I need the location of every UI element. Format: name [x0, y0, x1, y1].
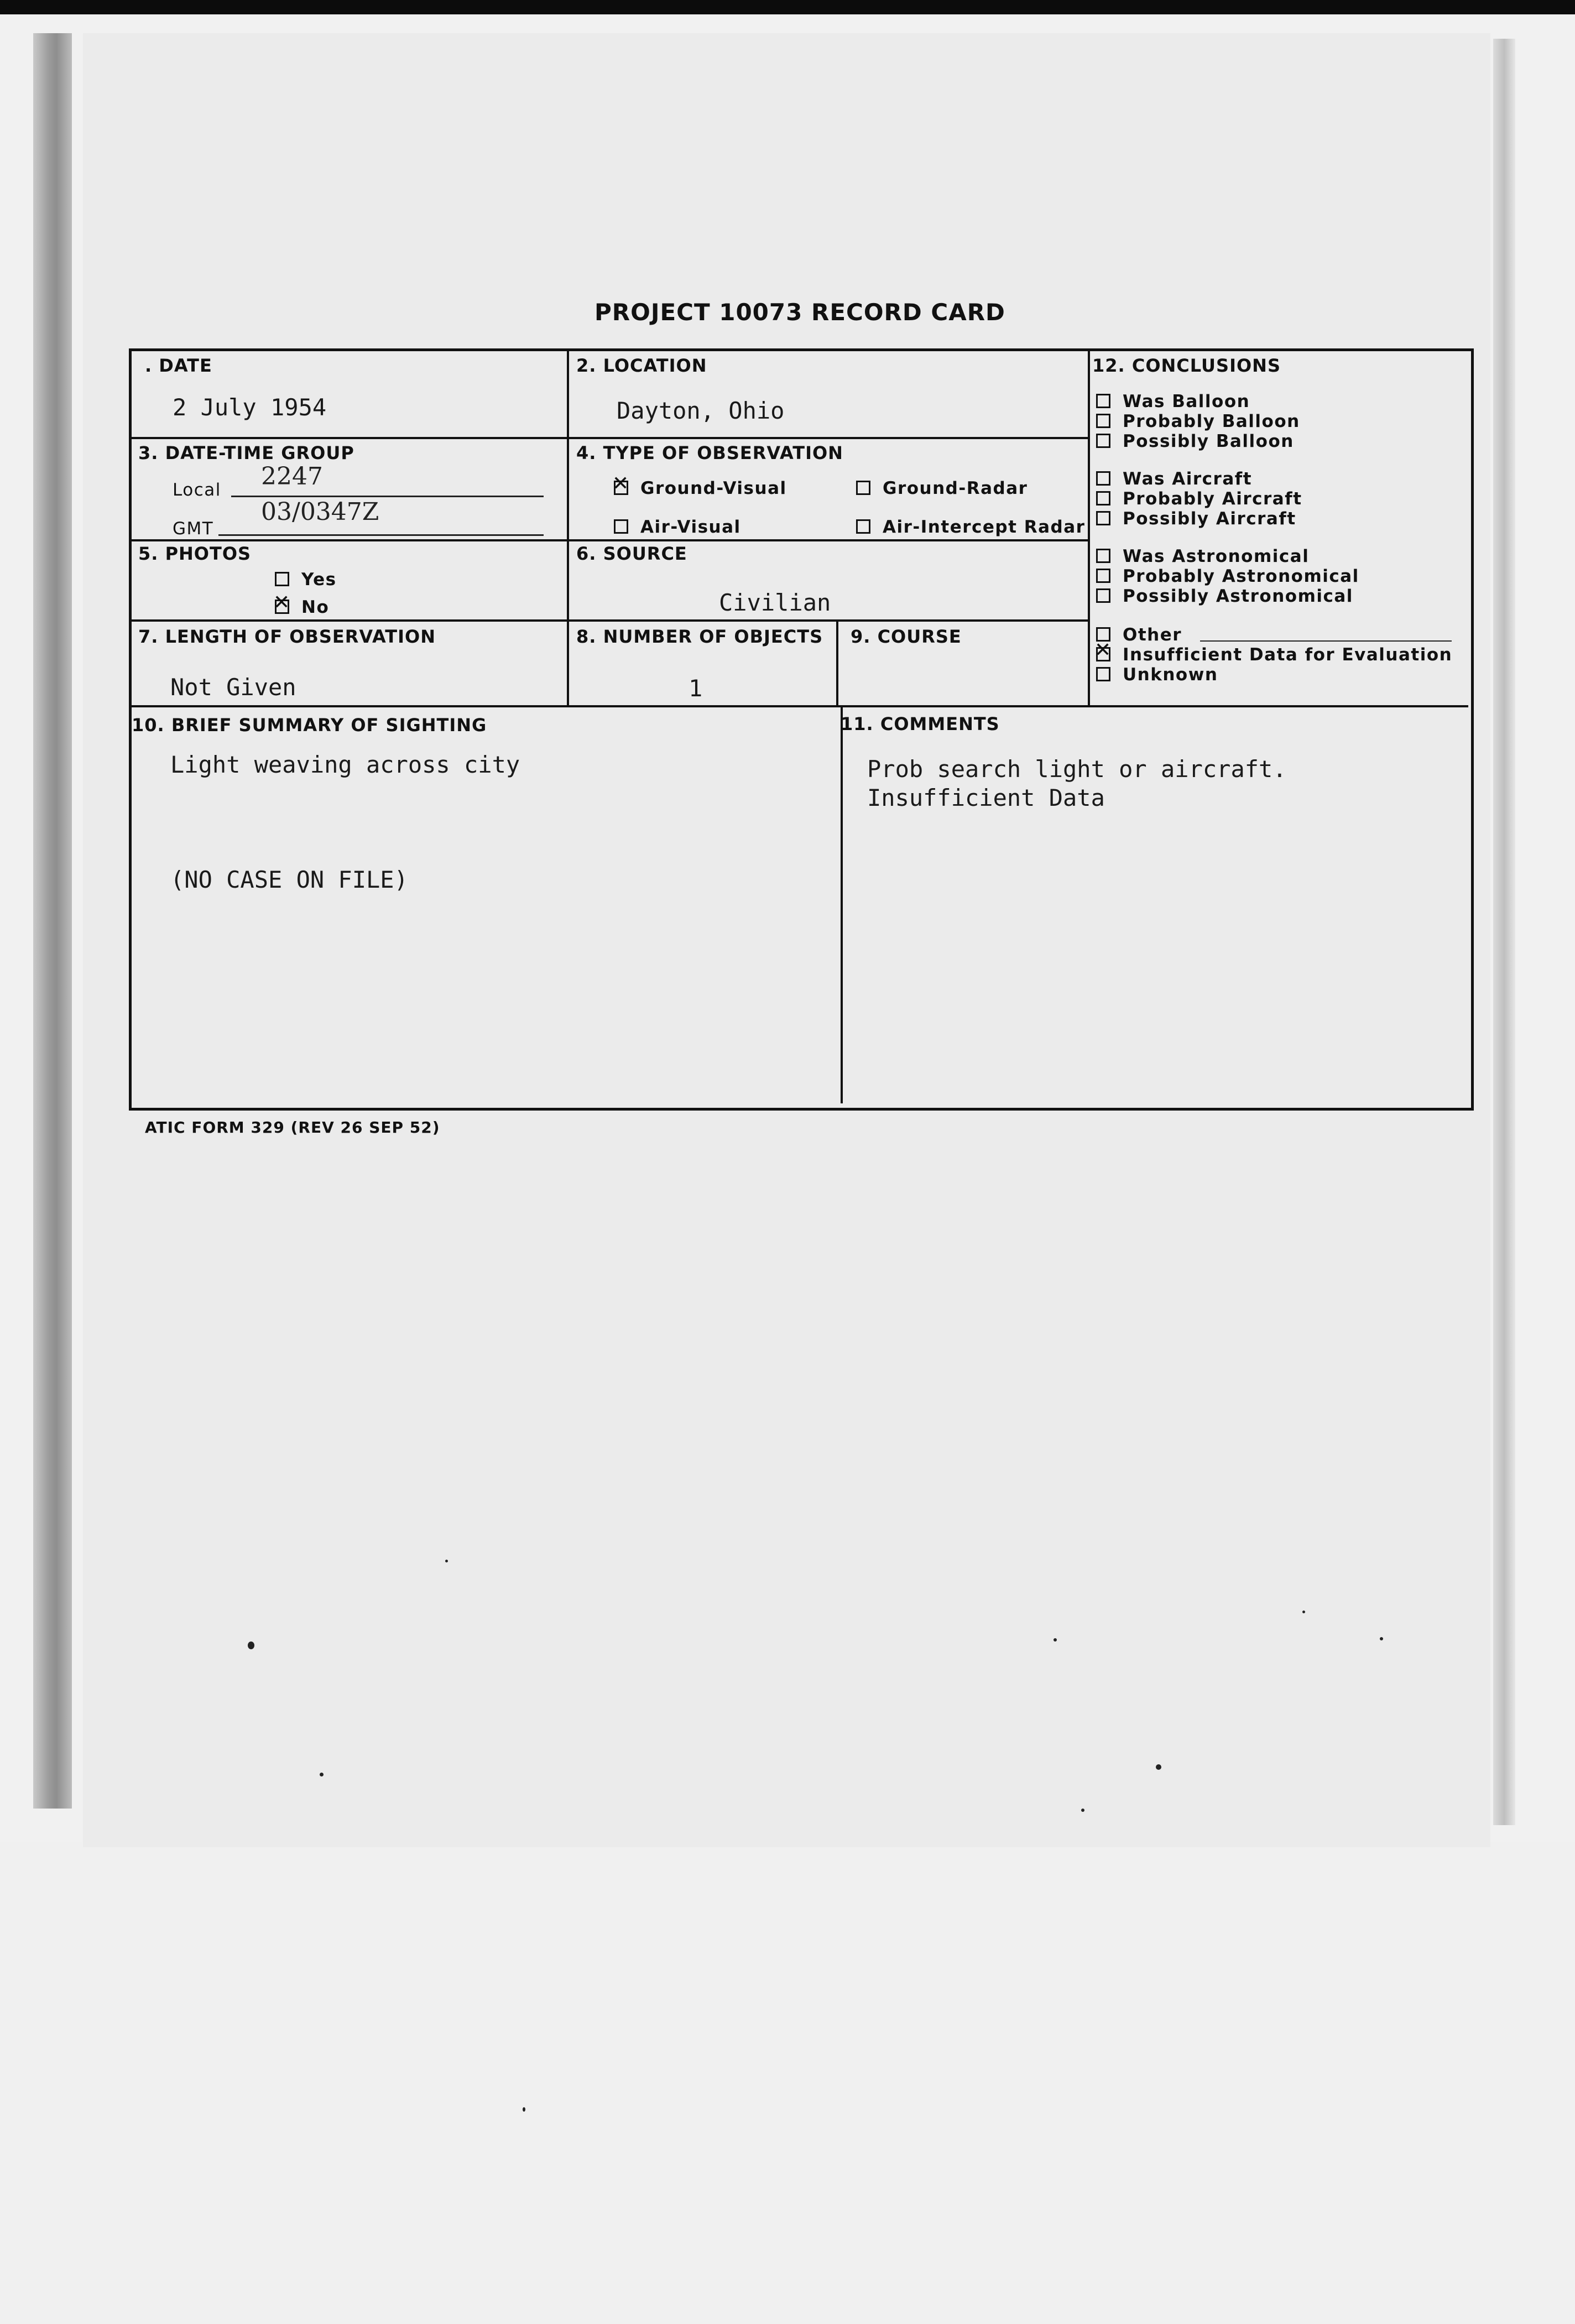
divider-h3: [132, 619, 1088, 622]
divider-v1: [567, 351, 569, 705]
gmt-label: GMT: [173, 519, 214, 539]
probably-astronomical-label: Probably Astronomical: [1123, 566, 1359, 586]
conclusion-possibly-astronomical[interactable]: [1096, 586, 1353, 606]
insufficient-data-label: Insufficient Data for Evaluation: [1123, 645, 1453, 665]
scan-background: [0, 1842, 1575, 2324]
brief-summary-label: 10. BRIEF SUMMARY OF SIGHTING: [132, 715, 487, 736]
divider-v-comments: [841, 705, 843, 1103]
form-number: ATIC FORM 329 (REV 26 SEP 52): [145, 1118, 440, 1137]
gmt-underline: [218, 534, 544, 536]
unknown-checkbox[interactable]: [1096, 667, 1110, 681]
location-label: 2. LOCATION: [576, 355, 707, 376]
dust-speck: [248, 1642, 254, 1649]
probably-astronomical-checkbox[interactable]: [1096, 569, 1110, 583]
conclusion-possibly-aircraft[interactable]: [1096, 509, 1296, 529]
option-air-intercept-radar[interactable]: [856, 517, 1085, 537]
card-shadow-left: [33, 33, 72, 1809]
conclusion-was-aircraft[interactable]: [1096, 469, 1252, 489]
dust-speck: [1156, 1764, 1161, 1770]
dust-speck: [523, 2107, 525, 2112]
divider-h4: [132, 705, 1468, 707]
option-photos-yes[interactable]: [275, 570, 337, 590]
probably-balloon-label: Probably Balloon: [1123, 411, 1300, 431]
air-intercept-radar-label: Air-Intercept Radar: [883, 517, 1086, 537]
gmt-time-value: 03/0347Z: [261, 498, 379, 526]
conclusion-unknown[interactable]: [1096, 665, 1218, 685]
course-label: 9. COURSE: [851, 626, 962, 647]
option-ground-visual[interactable]: [612, 472, 787, 498]
divider-h2: [132, 539, 1088, 541]
dust-speck: [445, 1560, 448, 1562]
comments-line2: Insufficient Data: [867, 784, 1105, 811]
dust-speck: [1380, 1637, 1383, 1640]
comments-line1: Prob search light or aircraft.: [867, 755, 1287, 783]
date-label: . DATE: [145, 355, 212, 376]
option-ground-radar[interactable]: [856, 478, 1028, 498]
number-of-objects-label: 8. NUMBER OF OBJECTS: [576, 626, 823, 647]
conclusions-label: 12. CONCLUSIONS: [1092, 355, 1281, 376]
was-aircraft-label: Was Aircraft: [1123, 469, 1253, 489]
card-shadow-right: [1493, 39, 1515, 1825]
possibly-balloon-label: Possibly Balloon: [1123, 431, 1294, 451]
option-air-visual[interactable]: [614, 517, 741, 537]
divider-v-course: [836, 619, 838, 705]
possibly-aircraft-label: Possibly Aircraft: [1123, 509, 1296, 529]
photos-yes-label: Yes: [301, 570, 337, 590]
conclusion-possibly-balloon[interactable]: [1096, 431, 1294, 451]
photos-no-label: No: [301, 597, 330, 617]
possibly-aircraft-checkbox[interactable]: [1096, 511, 1110, 525]
photos-no-checkbox[interactable]: ✕: [273, 591, 291, 614]
insufficient-data-checkbox[interactable]: ✕: [1094, 639, 1112, 661]
air-intercept-radar-checkbox[interactable]: [856, 519, 870, 534]
conclusion-was-balloon[interactable]: [1096, 392, 1250, 411]
conclusion-probably-balloon[interactable]: [1096, 411, 1300, 431]
type-of-observation-label: 4. TYPE OF OBSERVATION: [576, 442, 843, 463]
option-photos-no[interactable]: [273, 591, 330, 617]
length-of-observation-label: 7. LENGTH OF OBSERVATION: [138, 626, 436, 647]
air-visual-checkbox[interactable]: [614, 519, 628, 534]
brief-summary-line1: Light weaving across city: [170, 751, 520, 778]
local-label: Local: [173, 480, 221, 500]
probably-aircraft-label: Probably Aircraft: [1123, 489, 1302, 509]
source-label: 6. SOURCE: [576, 543, 687, 564]
divider-v-conclusions: [1088, 351, 1090, 705]
dust-speck: [1081, 1809, 1084, 1812]
probably-aircraft-checkbox[interactable]: [1096, 491, 1110, 506]
ground-radar-label: Ground-Radar: [883, 478, 1028, 498]
ground-radar-checkbox[interactable]: [856, 481, 870, 495]
location-value: Dayton, Ohio: [617, 397, 785, 424]
source-value: Civilian: [719, 589, 831, 616]
film-edge: [0, 0, 1575, 14]
ground-visual-label: Ground-Visual: [640, 478, 787, 498]
number-of-objects-value: 1: [689, 675, 703, 702]
length-of-observation-value: Not Given: [170, 674, 296, 701]
photos-label: 5. PHOTOS: [138, 543, 252, 564]
dust-speck: [1302, 1611, 1305, 1613]
conclusion-insufficient-data[interactable]: [1094, 639, 1453, 665]
ground-visual-checkbox[interactable]: ✕: [612, 472, 630, 495]
possibly-balloon-checkbox[interactable]: [1096, 434, 1110, 448]
divider-h1: [132, 437, 1088, 439]
was-balloon-label: Was Balloon: [1123, 392, 1250, 411]
date-value: 2 July 1954: [173, 394, 327, 421]
conclusion-probably-astronomical[interactable]: [1096, 566, 1359, 586]
was-aircraft-checkbox[interactable]: [1096, 471, 1110, 486]
dust-speck: [320, 1773, 324, 1776]
brief-summary-line2: (NO CASE ON FILE): [170, 866, 408, 893]
local-time-value: 2247: [261, 462, 323, 491]
photos-yes-checkbox[interactable]: [275, 572, 289, 586]
probably-balloon-checkbox[interactable]: [1096, 414, 1110, 428]
was-astronomical-label: Was Astronomical: [1123, 546, 1310, 566]
comments-label: 11. COMMENTS: [841, 713, 1000, 734]
dust-speck: [1054, 1638, 1057, 1642]
local-underline: [231, 496, 544, 497]
other-label: Other: [1123, 625, 1182, 645]
other-underline: [1200, 640, 1452, 642]
was-balloon-checkbox[interactable]: [1096, 394, 1110, 408]
conclusion-was-astronomical[interactable]: [1096, 546, 1309, 566]
possibly-astronomical-label: Possibly Astronomical: [1123, 586, 1353, 606]
unknown-label: Unknown: [1123, 665, 1218, 685]
conclusion-probably-aircraft[interactable]: [1096, 489, 1302, 509]
date-time-group-label: 3. DATE-TIME GROUP: [138, 442, 354, 463]
card-title: PROJECT 10073 RECORD CARD: [594, 299, 1005, 326]
possibly-astronomical-checkbox[interactable]: [1096, 588, 1110, 603]
was-astronomical-checkbox[interactable]: [1096, 549, 1110, 563]
air-visual-label: Air-Visual: [640, 517, 741, 537]
